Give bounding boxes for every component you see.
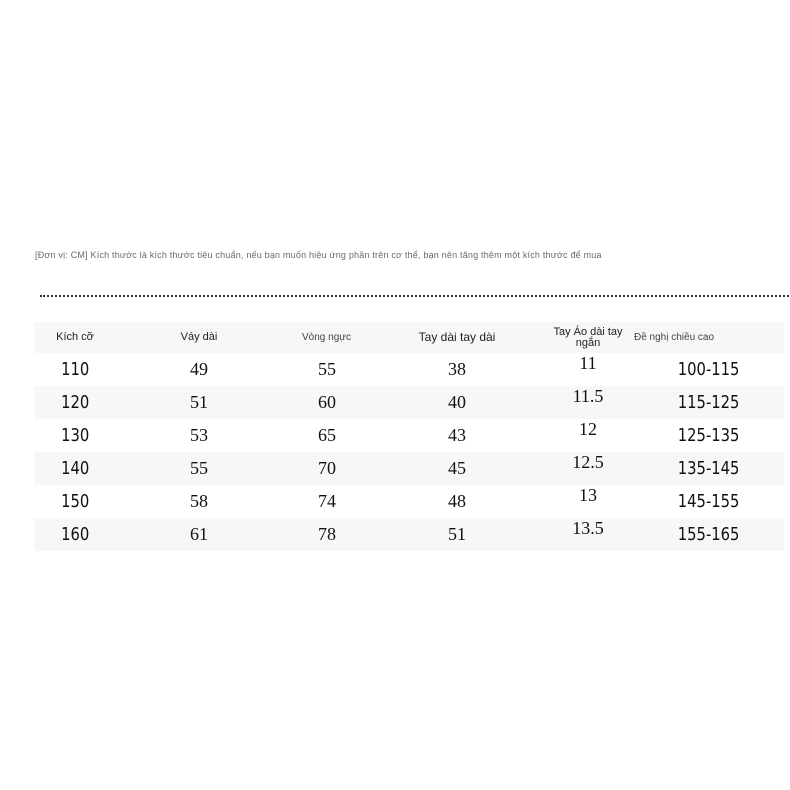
chest-value: 55 — [318, 359, 336, 379]
table-row — [34, 419, 784, 452]
header-short-sleeve: Tay Áo dài tay ngắn — [553, 325, 623, 349]
short-sleeve-value: 11.5 — [572, 386, 604, 406]
dress-length-value: 49 — [190, 359, 208, 379]
long-sleeve-value: 40 — [448, 392, 466, 412]
dress-length-value: 51 — [190, 392, 208, 412]
size-value: 120 — [60, 392, 90, 413]
height-value: 100-115 — [678, 359, 740, 380]
header-height: Đề nghị chiều cao — [634, 332, 715, 343]
height-value: 145-155 — [678, 491, 740, 512]
size-value: 140 — [60, 458, 90, 479]
height-value: 135-145 — [678, 458, 740, 479]
short-sleeve-value: 12 — [579, 419, 597, 439]
size-value: 150 — [60, 491, 90, 512]
dress-length-value: 55 — [190, 458, 208, 478]
size-value: 130 — [60, 425, 90, 446]
table-header-row — [34, 322, 784, 353]
short-sleeve-value: 11 — [579, 353, 597, 373]
long-sleeve-value: 45 — [448, 458, 466, 478]
chest-value: 74 — [318, 491, 336, 511]
header-dress-length: Váy dài — [180, 331, 218, 343]
header-chest: Vòng ngực — [302, 332, 351, 343]
chest-value: 60 — [318, 392, 336, 412]
dress-length-value: 58 — [190, 491, 208, 511]
table-row — [34, 386, 784, 419]
height-value: 115-125 — [678, 392, 740, 413]
long-sleeve-value: 51 — [448, 524, 466, 544]
long-sleeve-value: 38 — [448, 359, 466, 379]
table-row — [34, 452, 784, 485]
short-sleeve-value: 13 — [579, 485, 597, 505]
size-value: 160 — [60, 524, 90, 545]
header-size: Kích cỡ — [56, 331, 94, 343]
chest-value: 78 — [318, 524, 336, 544]
table-row — [34, 518, 784, 551]
chest-value: 65 — [318, 425, 336, 445]
long-sleeve-value: 43 — [448, 425, 466, 445]
size-table — [34, 322, 784, 551]
table-row — [34, 353, 784, 386]
dress-length-value: 61 — [190, 524, 208, 544]
header-long-sleeve: Tay dài tay dài — [418, 330, 496, 344]
short-sleeve-value: 13.5 — [572, 518, 604, 538]
long-sleeve-value: 48 — [448, 491, 466, 511]
size-value: 110 — [60, 359, 90, 380]
chest-value: 70 — [318, 458, 336, 478]
short-sleeve-value: 12.5 — [572, 452, 604, 472]
height-value: 125-135 — [678, 425, 740, 446]
dress-length-value: 53 — [190, 425, 208, 445]
height-value: 155-165 — [678, 524, 740, 545]
dotted-divider — [40, 295, 790, 297]
unit-note: [Đơn vị: CM] Kích thước là kích thước tiêu chuẩn, nếu bạn muốn hiệu ứng phần trên cơ thể, bạn nên tăng thêm một kích thước để mua — [35, 250, 602, 260]
table-row — [34, 485, 784, 518]
